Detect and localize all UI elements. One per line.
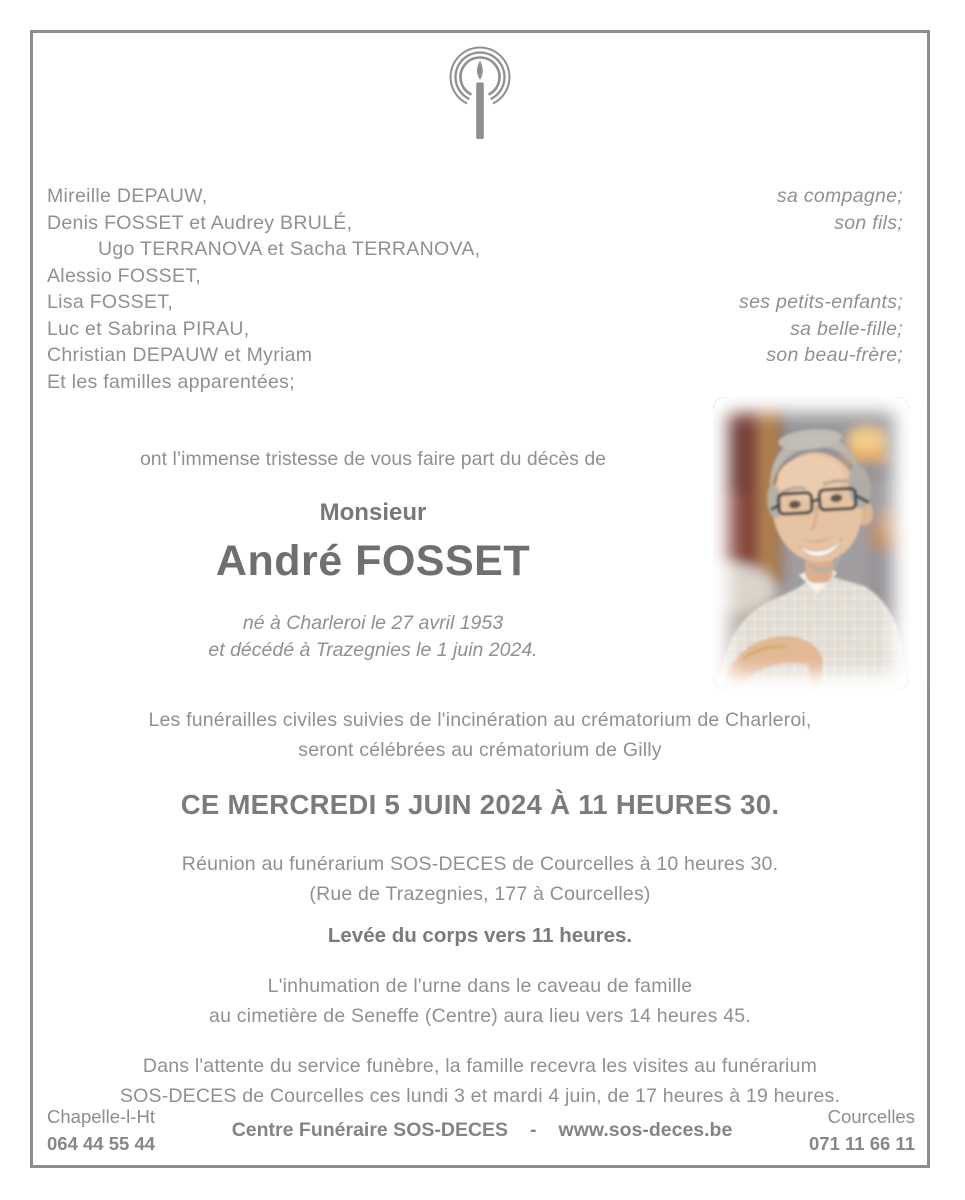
funeral-home-website: www.sos-deces.be <box>558 1118 733 1141</box>
family-row <box>47 183 903 210</box>
ceremony-details <box>33 705 927 1111</box>
family-row <box>47 342 903 369</box>
family-name: Lisa FOSSET, <box>47 291 174 313</box>
memorial-candle-icon <box>438 41 522 141</box>
inhumation-line2: au cimetière de Seneffe (Centre) aura lieu vers 14 heures 45. <box>209 1005 751 1027</box>
footer-left-city: Chapelle-l-Ht <box>47 1106 155 1127</box>
footer-right-city: Courcelles <box>827 1106 915 1127</box>
death-line: et décédé à Trazegnies le 1 juin 2024. <box>208 639 538 661</box>
family-name: Alessio FOSSET, <box>47 264 202 287</box>
family-name: Et les familles apparentées; <box>47 370 295 393</box>
civility-title: Monsieur <box>319 499 427 526</box>
family-list <box>47 183 903 395</box>
family-row <box>47 289 903 316</box>
birth-line: né à Charleroi le 27 avril 1953 <box>242 612 504 634</box>
meeting-line2: (Rue de Trazegnies, 177 à Courcelles) <box>309 883 651 905</box>
notice-border-frame <box>30 30 930 1168</box>
family-relation: son fils; <box>834 211 903 234</box>
family-row <box>47 263 903 290</box>
inhumation-line1: L'inhumation de l'urne dans le caveau de famille <box>267 975 693 997</box>
footer-left-office <box>47 1103 155 1157</box>
family-name: Christian DEPAUW et Myriam <box>47 344 313 366</box>
inhumation-paragraph <box>33 971 927 1031</box>
footer-left-phone: 064 44 55 44 <box>47 1133 156 1154</box>
family-row <box>47 316 903 343</box>
footer-center-brand <box>232 1119 733 1142</box>
meeting-paragraph <box>33 849 927 909</box>
announcement-block <box>33 445 713 664</box>
meeting-line1: Réunion au funérarium SOS-DECES de Courcelles à 10 heures 30. <box>181 853 779 875</box>
funeral-home-footer <box>47 1103 915 1157</box>
family-relation: son beau-frère; <box>766 344 903 366</box>
funeral-line2: seront célébrées au crématorium de Gilly <box>298 739 662 761</box>
announcement-intro: ont l’immense tristesse de vous faire part du décès de <box>139 448 607 470</box>
family-row <box>47 236 903 263</box>
footer-separator: - <box>530 1118 537 1141</box>
deceased-name: André FOSSET <box>215 537 531 585</box>
funeral-home-name: Centre Funéraire SOS-DECES <box>231 1118 509 1141</box>
family-name: Mireille DEPAUW, <box>47 185 208 207</box>
family-relation: sa belle-fille; <box>790 317 903 340</box>
family-relation: ses petits-enfants; <box>739 291 903 313</box>
footer-right-office <box>809 1103 915 1157</box>
footer-right-phone: 071 11 66 11 <box>809 1133 915 1154</box>
family-relation: sa compagne; <box>776 185 903 207</box>
visits-line1: Dans l'attente du service funèbre, la famille recevra les visites au funérarium <box>142 1055 818 1077</box>
family-name: Luc et Sabrina PIRAU, <box>47 317 250 340</box>
funeral-paragraph <box>33 705 927 765</box>
portrait-photo <box>713 397 909 690</box>
family-name: Ugo TERRANOVA et Sacha TERRANOVA, <box>98 238 481 260</box>
visits-paragraph <box>33 1051 927 1111</box>
portrait-image <box>713 397 909 690</box>
family-row <box>47 369 903 396</box>
birth-death-dates <box>33 610 713 664</box>
family-row <box>47 210 903 237</box>
family-name: Denis FOSSET et Audrey BRULÉ, <box>47 211 353 234</box>
funeral-line1: Les funérailles civiles suivies de l'incinération au crématorium de Charleroi, <box>148 709 812 731</box>
visits-line2: SOS-DECES de Courcelles ces lundi 3 et mardi 4 juin, de 17 heures à 19 heures. <box>119 1085 841 1107</box>
ceremony-date-heading: CE MERCREDI 5 JUIN 2024 À 11 HEURES 30. <box>180 789 780 820</box>
levee-du-corps-line: Levée du corps vers 11 heures. <box>327 924 633 947</box>
